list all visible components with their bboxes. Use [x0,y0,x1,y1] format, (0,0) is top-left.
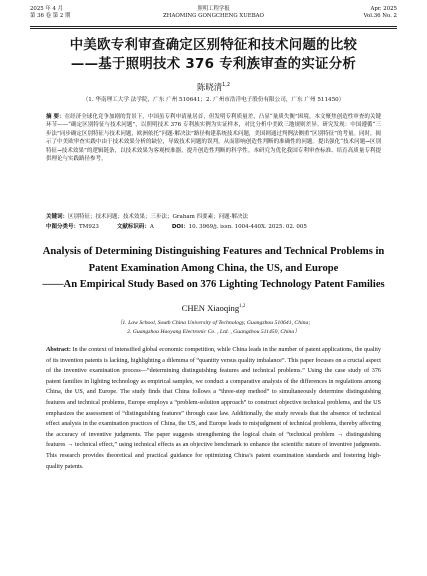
article-metadata [46,223,381,231]
header-journal-name: 照明工程学报 ZHAOMING GONGCHENG XUEBAO [163,6,264,19]
header-rule-thin [30,28,397,29]
document-code: 文献标识码：A [116,224,154,230]
doi: DOI：10. 3969/j. issn. 1004-440X. 2025. 02. 005 [171,224,307,230]
english-abstract-label: Abstract: [46,347,71,353]
header-rule [30,26,397,27]
chinese-title: 中美欧专利审查确定区别特征和技术问题的比较 ——基于照明技术 376 专利族审查的实证分析 [69,38,358,72]
english-abstract [46,345,381,472]
chinese-abstract-label: 摘 要： [46,114,65,120]
header-issue-en: Apr. 2025 Vol.36 No. 2 [363,6,397,19]
running-header [30,6,397,28]
english-author: CHEN Xiaoqing$^{1,2}$ [181,303,246,313]
english-title: Analysis of Determining Distinguishing Features and Technical Problems in Patent Examination Among China, the US, and Europe ——An Empirical Study Based on 376 Lighting Technology Patent Families [42,246,385,290]
chinese-affiliation: （1. 华南理工大学 法学院，广东 广州 510641；2. 广州市浩洋电子股份有限公司，广东 广州 511450） [82,97,345,103]
clc-number: 中图分类号：TM923 [46,224,99,230]
chinese-abstract-text: 在经济全球化竞争加剧的背景下，中国虽专利申请量居首，但发明专利质量差，凸显“量质失衡”困境。本文聚焦创造性审查的关键环节——“确定区别特征与技术问题”，以照明技术 376 专利族实例为实证样本，对比分析中美欧三地规则差异。研究发现：中国遵循“三步法”同步确定区别特征与技术问题，欧洲依托“问题-解决法”路径构建系统技术问题，美国则通过判例法侧重“区别特征”的考量。同时，揭示了中美欧审查实践中由于技术效果分析的缺位，导致技术问题的误判，从而影响创造性判断的准确性的问题。提出强化“技术问题→区别特征→技术效果”的逻辑链条，以技术效果为客观校准器，提升创造性判断的科学性。本研究为优化我国专利审查标准、培育高质量专利提供理论与实践路径参考。 [46,114,381,163]
chinese-keywords: 关键词：区别特征；技术问题；技术效果；三步法；Graham 四要素；问题-解决法 [46,214,248,220]
chinese-author: 陈晓清$^{1,2}$ [196,82,231,92]
english-affiliation: （1. Law School, South China University of Technology, Guangzhou 510641, China; 2. Guangzhou Haoyang Electronic Co. , Ltd. , Guangzhou 511450, China） [116,320,311,336]
chinese-abstract [46,113,381,163]
english-abstract-text: In the context of intensified global economic competition, while China leads in the number of patent applications, the quality of its invention patents is lacking, highlighting a dilemma of “quantity versus quality imbalance”. This paper focuses on a crucial aspect of the inventive examination process—“determining distinguishing features and technical problems.” Using the case study of 376 patent families in lighting technology as empirical samples, we conduct a comparative analysis of the differences in regulations among China, the US, and Europe. The study finds that China follows a “three-step method” to simultaneously determine distinguishing features and technical problems, Europe employs a “problem-solution approach” to construct objective technical problems, and the US emphasizes the assessment of “distinguishing features” through case law. Additionally, the study reveals that the absence of technical effect analysis in the examination practices of China, the US, and Europe leads to misjudgment of technical problems, thereby affecting the accuracy of inventive judgments. The paper suggests strengthening the logical chain of “technical problem → distinguishing features → technical effect,” using technical effects as an objective benchmark to enhance the scientific nature of inventive judgments. This research provides theoretical and practical guidance for optimizing China’s patent examination standards and fostering high-quality patents. [46,347,381,470]
header-issue-cn: 2025 年 4 月 第 36 卷 第 2 期 [30,6,71,19]
